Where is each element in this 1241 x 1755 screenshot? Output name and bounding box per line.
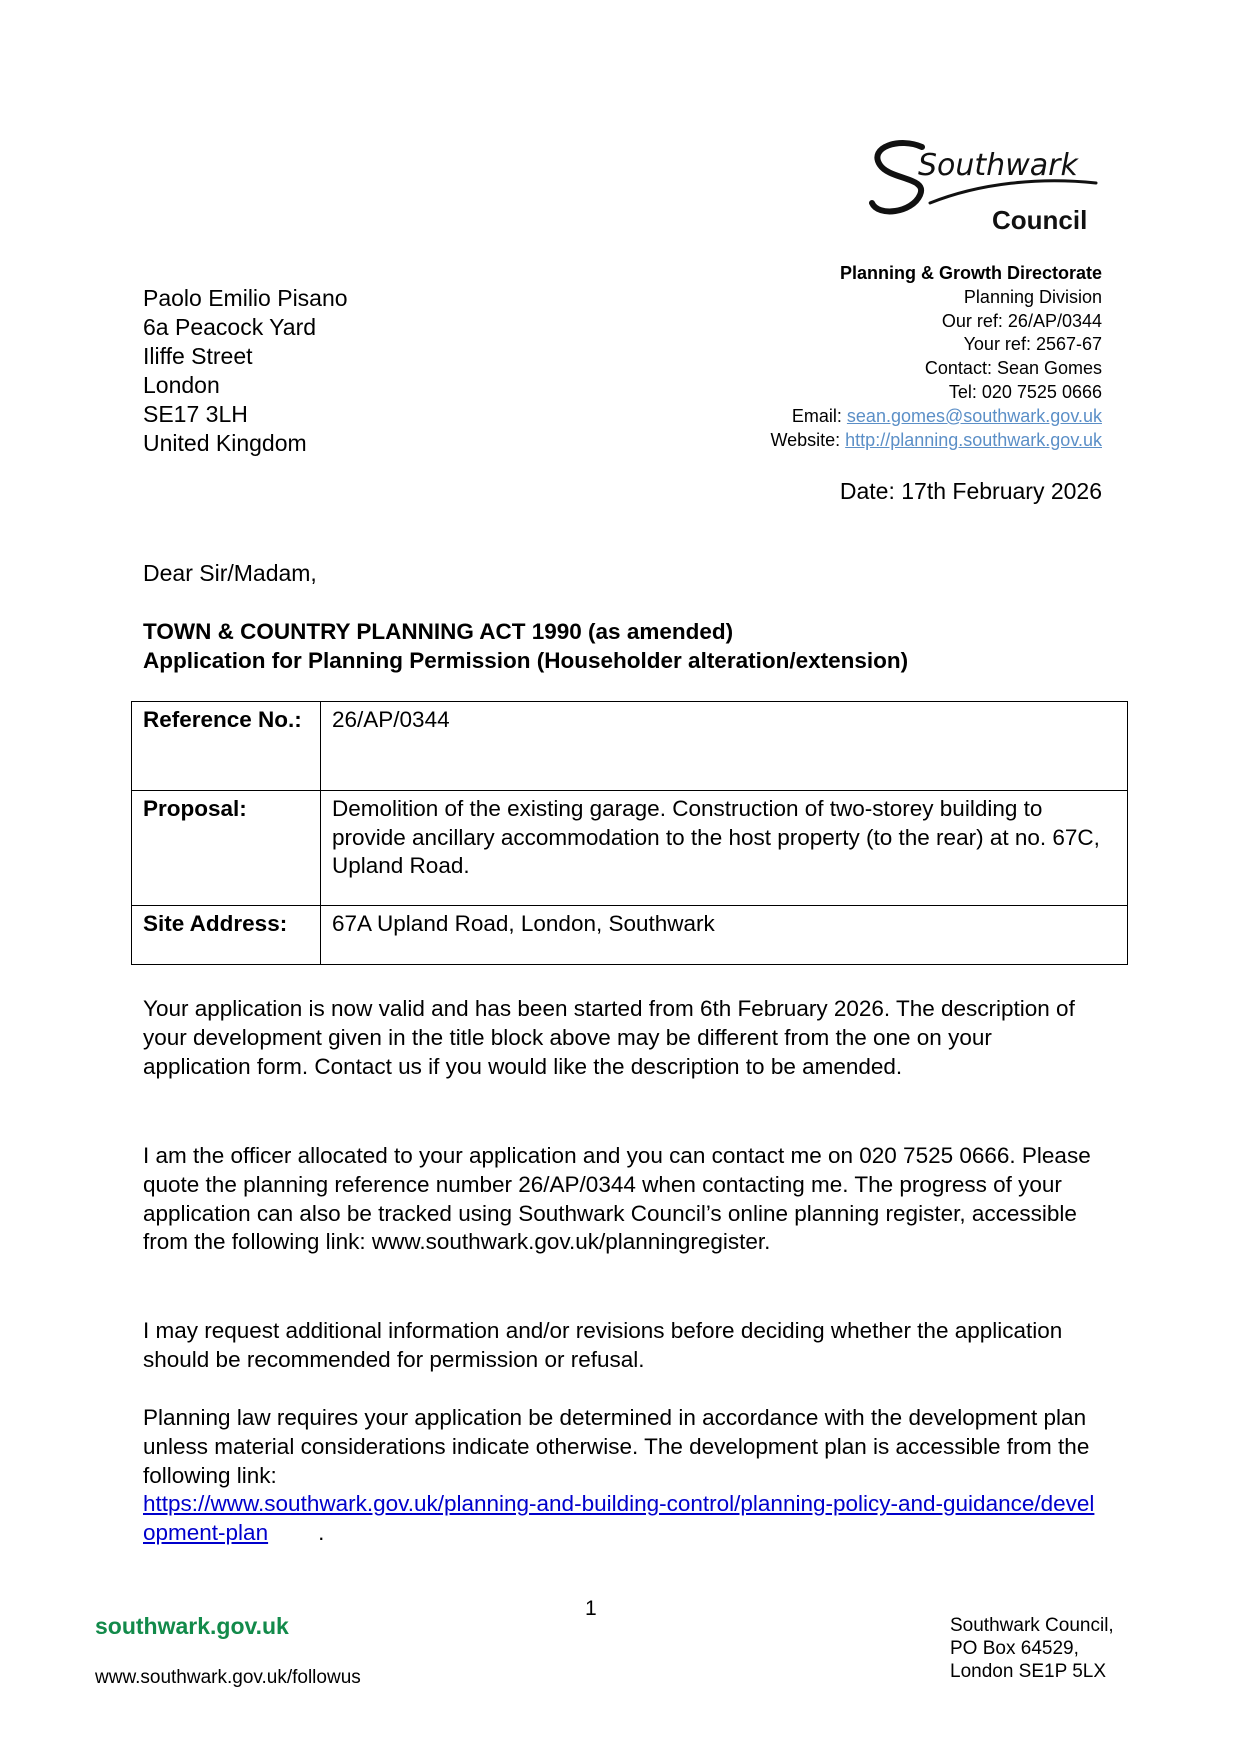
act-title: TOWN & COUNTRY PLANNING ACT 1990 (as amended) bbox=[143, 619, 734, 644]
reference-label: Reference No.: bbox=[132, 702, 321, 791]
svg-text:Southwark: Southwark bbox=[918, 148, 1078, 183]
footer-address-line: Southwark Council, bbox=[950, 1615, 1114, 1636]
address-line: Iliffe Street bbox=[143, 343, 253, 369]
paragraph-revisions: I may request additional information and/or revisions before deciding whether the application should be recommended for permission or refusal. bbox=[143, 1318, 1063, 1372]
site-address-value: 67A Upland Road, London, Southwark bbox=[321, 906, 1128, 965]
website-line: Website: http://planning.southwark.gov.uk bbox=[770, 429, 1102, 450]
application-info-table bbox=[131, 701, 1128, 965]
application-type: Application for Planning Permission (Householder alteration/extension) bbox=[143, 648, 909, 673]
contact-name: Contact: Sean Gomes bbox=[924, 358, 1102, 379]
email-line: Email: sean.gomes@southwark.gov.uk bbox=[791, 405, 1102, 426]
sender-details bbox=[770, 262, 1102, 452]
southwark-council-logo bbox=[860, 125, 1100, 240]
letter-heading bbox=[143, 617, 908, 675]
footer-follow-link: www.southwark.gov.uk/followus bbox=[95, 1667, 361, 1688]
address-line: 6a Peacock Yard bbox=[143, 314, 317, 340]
address-line: London bbox=[143, 372, 220, 398]
recipient-address bbox=[143, 284, 348, 458]
footer-address-line: PO Box 64529, bbox=[950, 1638, 1079, 1659]
letter-date: Date: 17th February 2026 bbox=[839, 478, 1102, 504]
reference-value: 26/AP/0344 bbox=[321, 702, 1128, 791]
table-row bbox=[132, 906, 1128, 965]
directorate: Planning & Growth Directorate bbox=[839, 263, 1102, 283]
table-row bbox=[132, 702, 1128, 791]
website-link[interactable]: http://planning.southwark.gov.uk bbox=[845, 429, 1102, 450]
proposal-label: Proposal: bbox=[132, 791, 321, 906]
division: Planning Division bbox=[963, 286, 1102, 307]
footer-address-line: London SE1P 5LX bbox=[950, 1661, 1107, 1682]
southwark-logo-icon bbox=[860, 125, 1100, 240]
footer-address bbox=[950, 1614, 1114, 1683]
site-address-label: Site Address: bbox=[132, 906, 321, 965]
paragraph-validity: Your application is now valid and has been started from 6th February 2026. The description of your development given in the title block above may be different from the one on your application form. Contact us if you would like the description to be amended. bbox=[143, 996, 1075, 1079]
paragraph-development-plan: Planning law requires your application be determined in accordance with the development plan unless material considerations indicate otherwise. The development plan is accessible from the following link: https://www.southwark.gov.uk/planning-and-building-control/planning-policy-and-guidance/development-plan . bbox=[143, 1405, 1095, 1546]
paragraph-officer: I am the officer allocated to your application and you can contact me on 020 7525 0666. Please quote the planning reference number 26/AP/0344 when contacting me. The progress of your application can also be tracked using Southwark Council’s online planning register, accessible from the following link: www.southwark.gov.uk/planningregister. bbox=[143, 1143, 1091, 1255]
footer-brand: southwark.gov.uk bbox=[95, 1613, 289, 1639]
svg-text:Council: Council bbox=[992, 205, 1088, 235]
country: United Kingdom bbox=[143, 430, 307, 456]
recipient-name: Paolo Emilio Pisano bbox=[143, 285, 348, 311]
proposal-value: Demolition of the existing garage. Construction of two-storey building to provide ancillary accommodation to the host property (to the rear) at no. 67C, Upland Road. bbox=[321, 791, 1128, 906]
development-plan-link[interactable]: https://www.southwark.gov.uk/planning-and-building-control/planning-policy-and-guidance/development-plan bbox=[143, 1491, 1095, 1546]
table-row bbox=[132, 791, 1128, 906]
postcode: SE17 3LH bbox=[143, 401, 248, 427]
email-link[interactable]: sean.gomes@southwark.gov.uk bbox=[846, 405, 1102, 426]
salutation: Dear Sir/Madam, bbox=[143, 560, 317, 586]
your-reference: Your ref: 2567-67 bbox=[963, 334, 1102, 355]
page-number: 1 bbox=[585, 1597, 597, 1620]
telephone: Tel: 020 7525 0666 bbox=[948, 381, 1102, 402]
our-reference: Our ref: 26/AP/0344 bbox=[941, 310, 1102, 331]
